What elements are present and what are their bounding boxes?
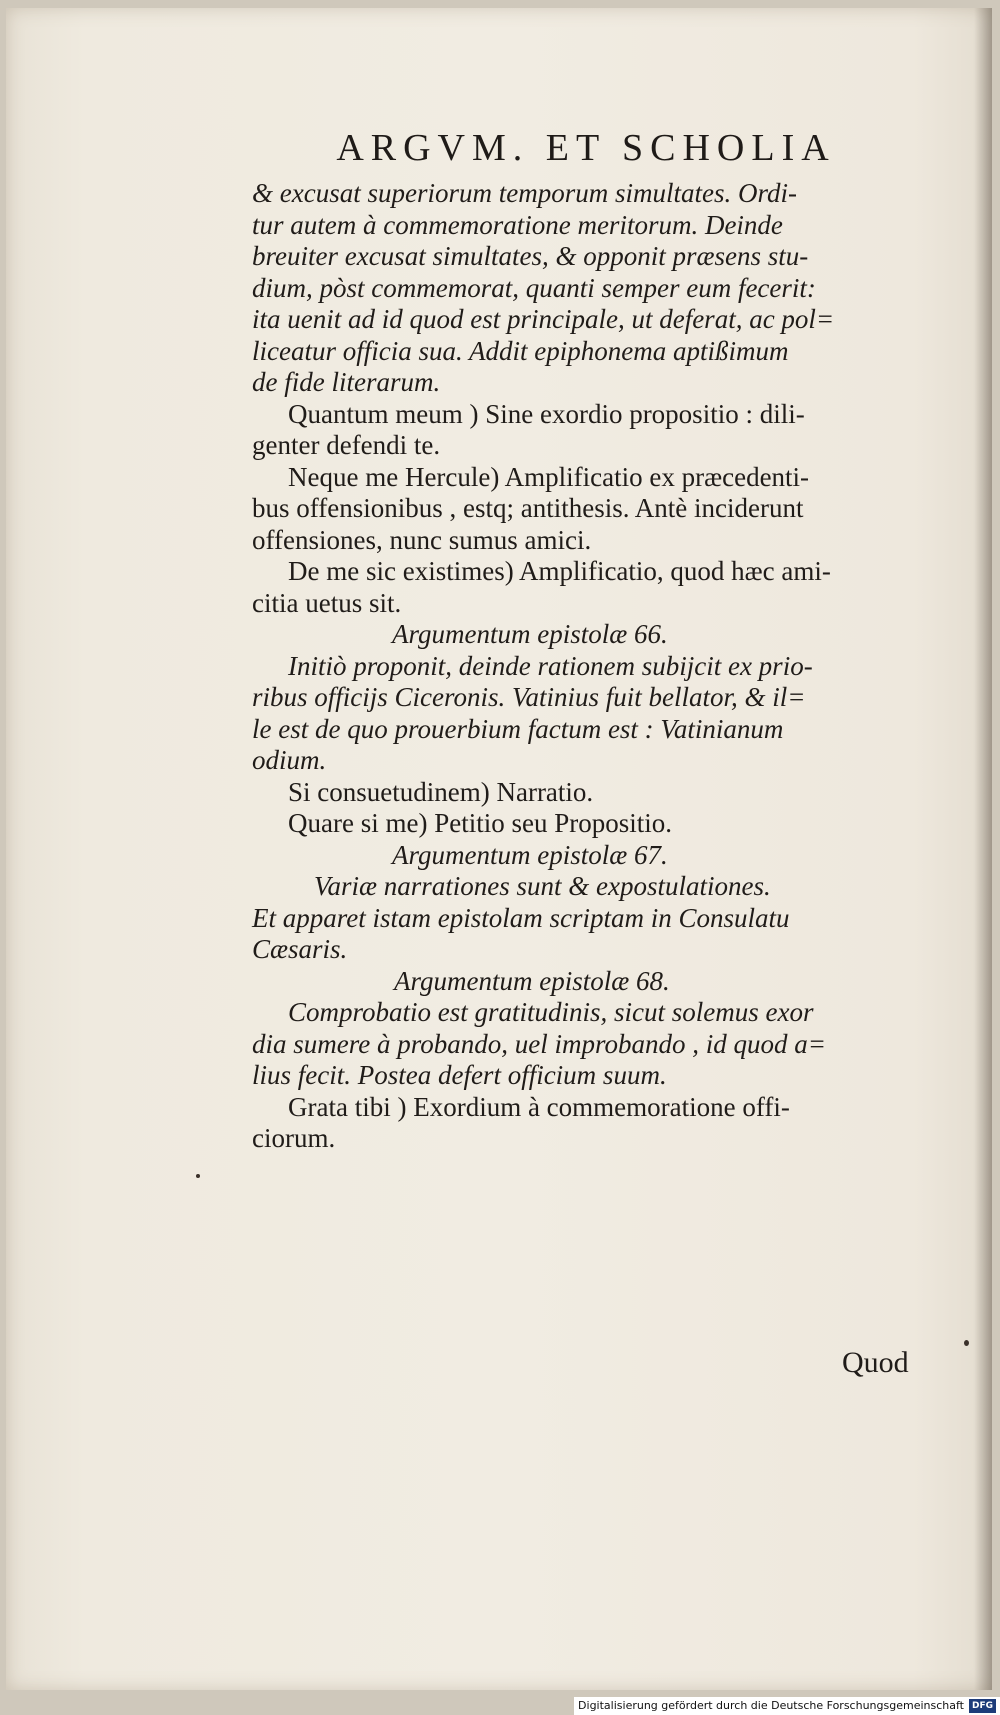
running-head: ARGVM. ET SCHOLIA — [336, 127, 836, 169]
footer-text: Digitalisierung gefördert durch die Deutsche Forschungsgemeinschaft — [578, 1699, 964, 1712]
text-line: & excusat superiorum temporum simultates. Ordi- — [252, 178, 797, 208]
scholion-line: Neque me Hercule) Amplificatio ex præcedenti- — [288, 461, 810, 492]
scholion-line: ciorum. — [252, 1123, 336, 1153]
scholion-line: Quantum meum ) Sine exordio propositio : dili- — [288, 398, 805, 429]
argumentum-heading: Argumentum epistolæ 68. — [394, 965, 670, 996]
scholion-line: citia uetus sit. — [252, 587, 402, 618]
dfg-logo-icon: DFG — [969, 1699, 996, 1713]
text-line: Initiò proponit, deinde rationem subijcit ex prio- — [288, 650, 813, 681]
scholion-line: offensiones, nunc sumus amici. — [252, 524, 592, 555]
catchword: Quod — [842, 1346, 909, 1379]
text-line: Cæsaris. — [252, 934, 348, 964]
text-line: lius fecit. Postea defert officium suum. — [252, 1060, 667, 1090]
text-line: breuiter excusat simultates, & opponit præsens stu- — [252, 241, 809, 271]
text-line: dia sumere à probando, uel improbando , id quod a= — [252, 1028, 826, 1059]
scholion-line: genter defendi te. — [252, 430, 441, 460]
ink-speck — [964, 1340, 969, 1346]
book-page — [6, 8, 992, 1690]
text-line: dium, pòst commemorat, quanti semper eum fecerit: — [252, 272, 816, 303]
text-line: ribus officijs Ciceronis. Vatinius fuit bellator, & il= — [252, 682, 806, 712]
text-line: ita uenit ad id quod est principale, ut deferat, ac pol= — [252, 304, 835, 334]
text-line: odium. — [252, 745, 327, 775]
scholion-line: Quare si me) Petitio seu Propositio. — [288, 808, 672, 838]
digitization-footer — [574, 1697, 1000, 1715]
argumentum-heading: Argumentum epistolæ 67. — [392, 839, 668, 870]
scholion-line: Grata tibi ) Exordium à commemoratione offi- — [288, 1091, 790, 1122]
binding-shadow — [974, 8, 992, 1690]
ink-speck — [196, 1174, 200, 1178]
text-line: Comprobatio est gratitudinis, sicut solemus exor — [288, 997, 814, 1027]
argumentum-heading: Argumentum epistolæ 66. — [392, 619, 668, 649]
scholion-line: bus offensionibus , estq; antithesis. Antè inciderunt — [252, 493, 804, 523]
text-line: liceatur officia sua. Addit epiphonema aptißimum — [252, 335, 789, 366]
text-line: de fide literarum. — [252, 367, 441, 397]
scholion-line: Si consuetudinem) Narratio. — [288, 776, 594, 807]
text-line: tur autem à commemoratione meritorum. Deinde — [252, 209, 783, 240]
text-line: Variæ narrationes sunt & expostulationes. — [314, 871, 771, 901]
scholion-line: De me sic existimes) Amplificatio, quod hæc ami- — [288, 556, 831, 586]
text-line: le est de quo prouerbium factum est : Vatinianum — [252, 713, 784, 744]
text-line: Et apparet istam epistolam scriptam in Consulatu — [252, 902, 790, 933]
page-body — [252, 178, 932, 1155]
